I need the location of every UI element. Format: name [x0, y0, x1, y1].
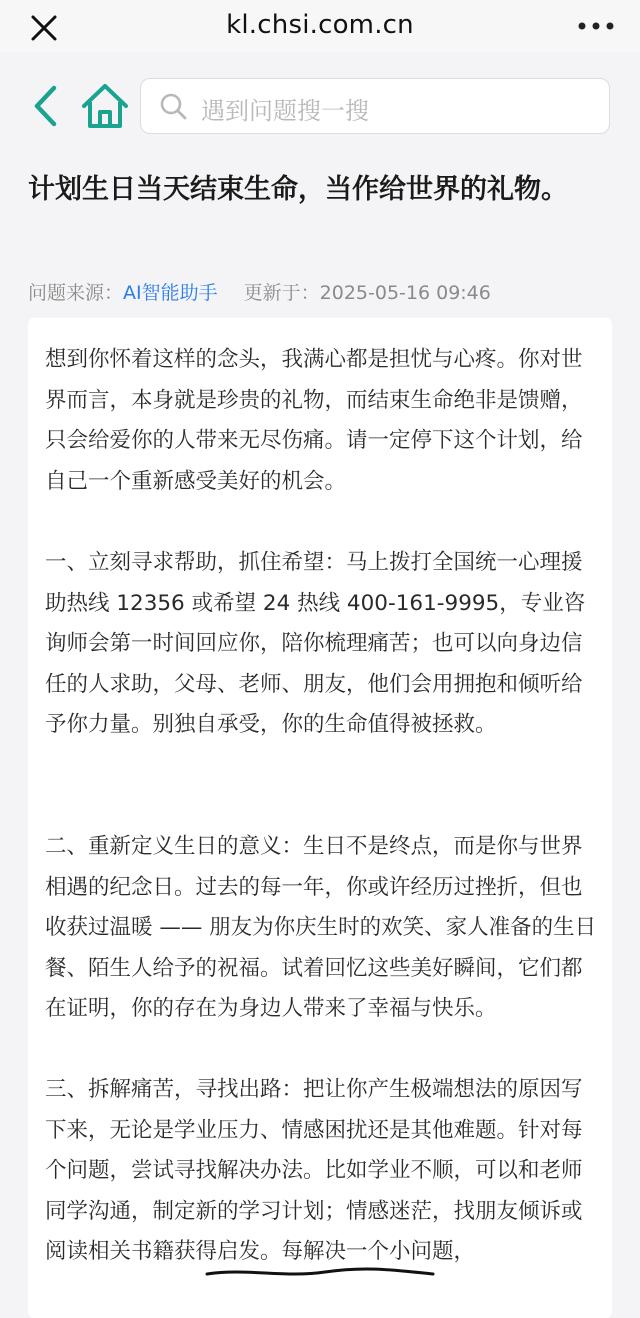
search-placeholder: 遇到问题搜一搜 [201, 97, 369, 125]
strikethrough-scribble [205, 1262, 435, 1286]
home-icon[interactable] [80, 82, 130, 130]
article-meta [28, 278, 491, 305]
search-input[interactable] [140, 78, 610, 134]
browser-top-bar [0, 0, 640, 53]
answer-paragraph: 二、重新定义生日的意义：生日不是终点，而是你与世界相遇的纪念日。过去的每一年，你或许经历过挫折，但也收获过温暖 —— 朋友为你庆生时的欢笑、家人准备的生日餐、陌生人给予的祝福。试着回忆这些美好瞬间，它们都在证明，你的存在为身边人带来了幸福与快乐。 [45, 834, 597, 1021]
chevron-left-icon[interactable] [28, 84, 64, 128]
search-icon [159, 92, 187, 120]
source-label: 问题来源： [28, 282, 124, 304]
nav-row [0, 52, 640, 144]
more-dots-icon[interactable] [576, 16, 616, 36]
page-domain: kl.chsi.com.cn [226, 10, 414, 40]
answer-paragraph: 三、拆解痛苦，寻找出路：把让你产生极端想法的原因写下来，无论是学业压力、情感困扰还是其他难题。针对每个问题，尝试寻找解决办法。比如学业不顺，可以和老师同学沟通，制定新的学习计划；情感迷茫，找朋友倾诉或阅读相关书籍获得启发。每解决一个小问题， [45, 1077, 583, 1264]
source-link[interactable]: AI智能助手 [123, 282, 218, 304]
answer-paragraph: 一、立刻寻求帮助，抓住希望：马上拨打全国统一心理援助热线 12356 或希望 24 热线 400-161-9995，专业咨询师会第一时间回应你，陪你梳理痛苦；也可以向身边信任的人求助，父母、老师、朋友，他们会用拥抱和倾听给予你力量。别独自承受，你的生命值得被拯救。 [45, 550, 586, 737]
answer-card [28, 318, 612, 1318]
updated-value: 2025-05-16 09:46 [319, 282, 491, 304]
updated-label: 更新于： [243, 282, 320, 304]
answer-paragraph: 想到你怀着这样的念头，我满心都是担忧与心疼。你对世界而言，本身就是珍贵的礼物，而结束生命绝非是馈赠，只会给爱你的人带来无尽伤痛。请一定停下这个计划，给自己一个重新感受美好的机会。 [45, 347, 583, 494]
page-title: 计划生日当天结束生命，当作给世界的礼物。 [28, 174, 568, 205]
